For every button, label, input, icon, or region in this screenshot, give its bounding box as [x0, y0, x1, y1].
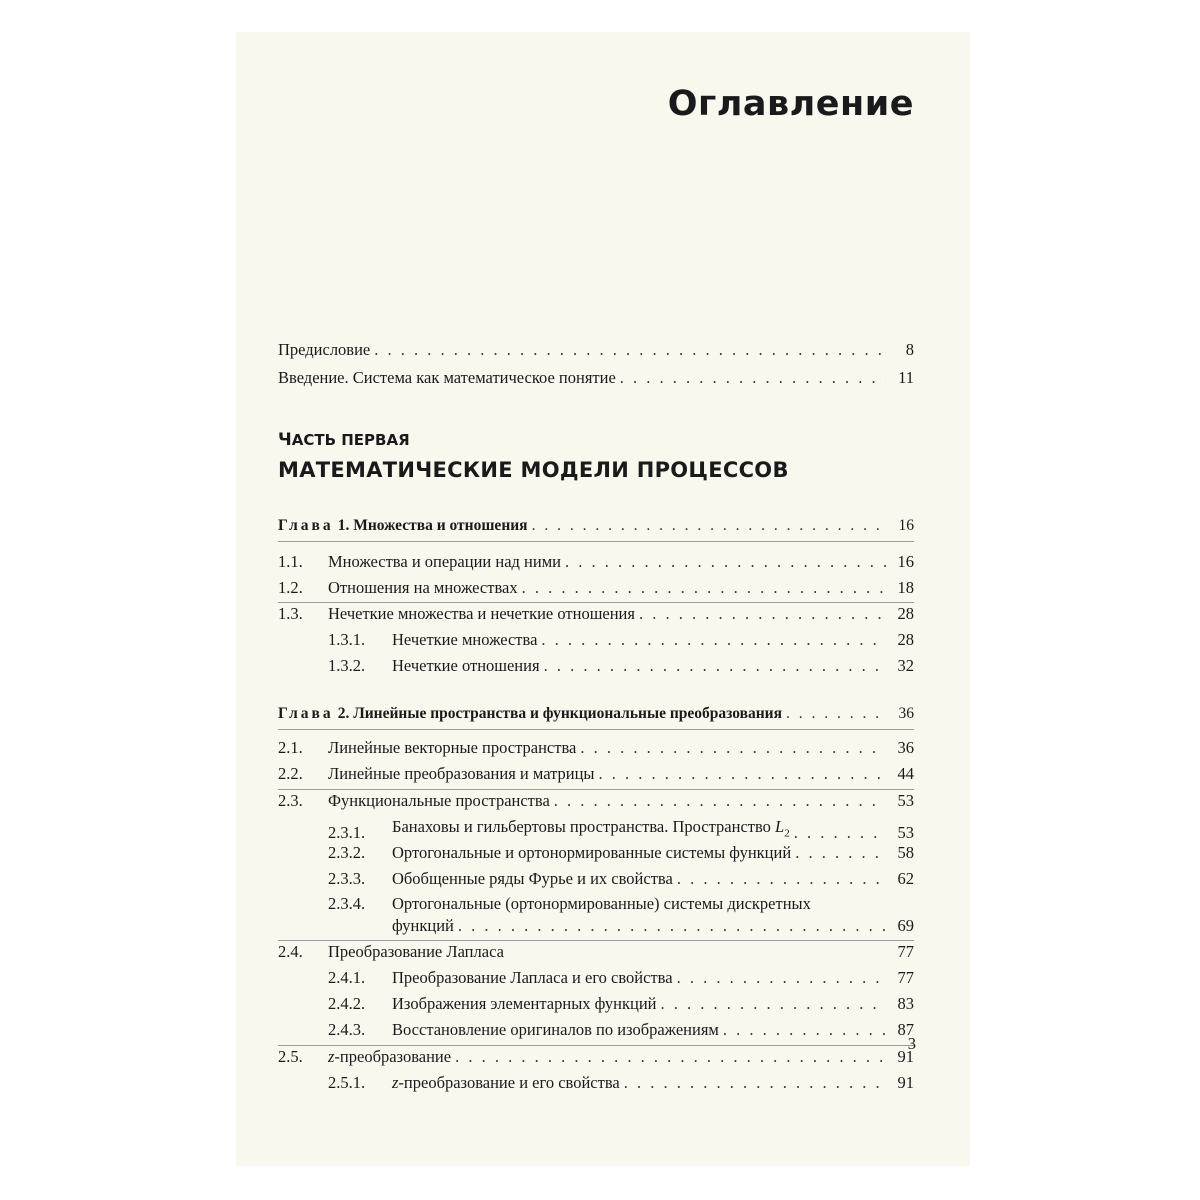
leader-dots	[795, 843, 886, 863]
entry-page: 53	[897, 791, 914, 810]
leader-dots	[565, 552, 886, 572]
entry-text	[328, 1047, 451, 1067]
entry-page: 32	[897, 656, 914, 675]
section-number: 2.1.	[278, 738, 303, 757]
toc-section-2-5-1[interactable]	[278, 1073, 914, 1093]
divider-section-2-4	[278, 940, 914, 941]
leader-dots	[554, 791, 886, 811]
toc-section-2-4-2[interactable]	[278, 994, 914, 1014]
section-number: 2.4.3.	[328, 1020, 366, 1039]
math-symbol: z	[392, 1073, 399, 1092]
divider-after-chapter-2-heading	[278, 729, 914, 730]
entry-page: 77	[897, 968, 914, 987]
math-symbol: L	[775, 817, 785, 836]
leader-dots	[624, 1073, 886, 1093]
section-number: 2.5.1.	[328, 1073, 366, 1092]
book-page	[236, 32, 970, 1166]
leader-dots	[458, 915, 886, 937]
leader-dots	[374, 340, 886, 360]
toc-section-2-4-3[interactable]	[278, 1020, 914, 1040]
entry-text: Линейные преобразования и матрицы	[328, 764, 595, 783]
entry-page: 16	[897, 552, 914, 571]
leader-dots	[677, 869, 886, 889]
toc-section-1-1[interactable]	[278, 552, 914, 572]
section-number: 2.4.1.	[328, 968, 366, 987]
page-title: Оглавление	[667, 84, 914, 124]
part-label	[278, 430, 410, 450]
toc-section-1-3-2[interactable]	[278, 656, 914, 676]
entry-page: 77	[897, 942, 914, 961]
entry-page: 62	[897, 869, 914, 888]
entry-page: 83	[897, 994, 914, 1013]
entry-text: Восстановление оригиналов по изображениям	[392, 1020, 719, 1039]
toc-chapter-1[interactable]	[278, 516, 914, 536]
section-number: 1.3.2.	[328, 656, 366, 675]
leader-dots	[522, 578, 886, 598]
entry-page: 91	[897, 1073, 914, 1092]
entry-text	[392, 817, 790, 843]
entry-text: Преобразование Лапласа	[328, 942, 504, 961]
entry-text-main: -преобразование и его свойства	[398, 1073, 620, 1092]
divider-after-chapter-1-heading	[278, 541, 914, 542]
leader-dots	[541, 630, 886, 650]
section-number: 2.4.	[278, 942, 303, 961]
entry-page: 8	[905, 340, 914, 359]
entry-page: 53	[897, 823, 914, 843]
chapter-label: Глава	[278, 517, 334, 534]
toc-chapter-2[interactable]	[278, 704, 914, 724]
toc-section-2-5[interactable]	[278, 1047, 914, 1067]
toc-section-2-4[interactable]	[278, 942, 914, 962]
entry-page: 11	[898, 368, 914, 387]
section-number: 2.3.4.	[328, 894, 366, 913]
divider-section-2-5	[278, 1045, 914, 1046]
entry-text-main: Банаховы и гильбертовы пространства. Пространство	[392, 817, 771, 836]
toc-section-2-3-1[interactable]	[278, 817, 914, 843]
section-number: 1.1.	[278, 552, 303, 571]
part-label-initial: Ч	[278, 430, 292, 450]
math-symbol: z	[328, 1047, 335, 1066]
entry-text: Ортогональные и ортонормированные системы функций	[392, 843, 792, 862]
leader-dots	[786, 704, 886, 724]
leader-dots	[723, 1020, 886, 1040]
page-number: 3	[907, 1034, 916, 1053]
toc-section-2-3[interactable]	[278, 791, 914, 811]
entry-text	[392, 1073, 620, 1093]
entry-page: 28	[897, 604, 914, 623]
entry-text: Введение. Система как математическое понятие	[278, 368, 616, 387]
entry-text: Функциональные пространства	[328, 791, 550, 810]
toc-section-2-3-4[interactable]	[278, 893, 914, 937]
section-number: 2.3.2.	[328, 843, 366, 862]
entry-page: 69	[897, 916, 914, 935]
entry-text: Множества и операции над ними	[328, 552, 561, 571]
entry-text: Обобщенные ряды Фурье и их свойства	[392, 869, 673, 888]
entry-text: Нечеткие отношения	[392, 656, 540, 675]
entry-text-continuation	[392, 915, 914, 937]
toc-section-1-2[interactable]	[278, 578, 914, 598]
leader-dots	[544, 656, 886, 676]
section-number: 1.3.1.	[328, 630, 366, 649]
toc-section-2-2[interactable]	[278, 764, 914, 784]
entry-text-line2: функций	[392, 916, 454, 935]
leader-dots	[661, 994, 886, 1014]
section-number: 1.3.	[278, 604, 303, 623]
chapter-title: 1. Множества и отношения	[337, 517, 528, 534]
leader-dots	[677, 968, 886, 988]
leader-dots	[620, 368, 886, 388]
leader-dots	[794, 823, 886, 843]
toc-entry-preface[interactable]	[278, 340, 914, 360]
leader-dots	[639, 604, 886, 624]
divider-section-1-3	[278, 602, 914, 603]
toc-section-2-1[interactable]	[278, 738, 914, 758]
entry-text: Ортогональные (ортонормированные) системы дискретных	[392, 894, 811, 913]
toc-section-1-3[interactable]	[278, 604, 914, 624]
entry-page: 58	[897, 843, 914, 862]
entry-page: 16	[898, 517, 914, 534]
divider-section-2-3	[278, 789, 914, 790]
part-title: МАТЕМАТИЧЕСКИЕ МОДЕЛИ ПРОЦЕССОВ	[278, 458, 789, 482]
entry-page: 36	[898, 705, 914, 722]
entry-text-main: -преобразование	[334, 1047, 452, 1066]
section-number: 2.5.	[278, 1047, 303, 1066]
toc-section-2-3-3[interactable]	[278, 869, 914, 889]
section-number: 2.4.2.	[328, 994, 366, 1013]
entry-text: Нечеткие множества и нечеткие отношения	[328, 604, 635, 623]
leader-dots	[532, 516, 886, 536]
toc-section-2-4-1[interactable]	[278, 968, 914, 988]
section-number: 2.3.	[278, 791, 303, 810]
toc-section-2-3-2[interactable]	[278, 843, 914, 863]
entry-page: 44	[897, 764, 914, 783]
entry-page: 18	[897, 578, 914, 597]
entry-text: Нечеткие множества	[392, 630, 538, 649]
entry-text: Предисловие	[278, 340, 371, 359]
section-number: 2.3.1.	[328, 823, 366, 843]
section-number: 1.2.	[278, 578, 303, 597]
entry-text: Линейные векторные пространства	[328, 738, 577, 757]
leader-dots	[455, 1047, 886, 1067]
chapter-label: Глава	[278, 705, 334, 722]
entry-text: Изображения элементарных функций	[392, 994, 657, 1013]
entry-page: 28	[897, 630, 914, 649]
section-number: 2.3.3.	[328, 869, 366, 888]
leader-dots	[599, 764, 886, 784]
section-number: 2.2.	[278, 764, 303, 783]
leader-dots	[580, 738, 886, 758]
part-label-rest: АСТЬ ПЕРВАЯ	[291, 431, 410, 449]
entry-text: Отношения на множествах	[328, 578, 518, 597]
entry-page: 91	[897, 1047, 914, 1066]
toc-entry-introduction[interactable]	[278, 368, 914, 388]
toc-section-1-3-1[interactable]	[278, 630, 914, 650]
entry-page: 87	[897, 1020, 914, 1039]
entry-text: Преобразование Лапласа и его свойства	[392, 968, 673, 987]
math-subscript: 2	[784, 827, 790, 840]
entry-page: 36	[897, 738, 914, 757]
chapter-title: 2. Линейные пространства и функциональные преобразования	[337, 705, 783, 722]
